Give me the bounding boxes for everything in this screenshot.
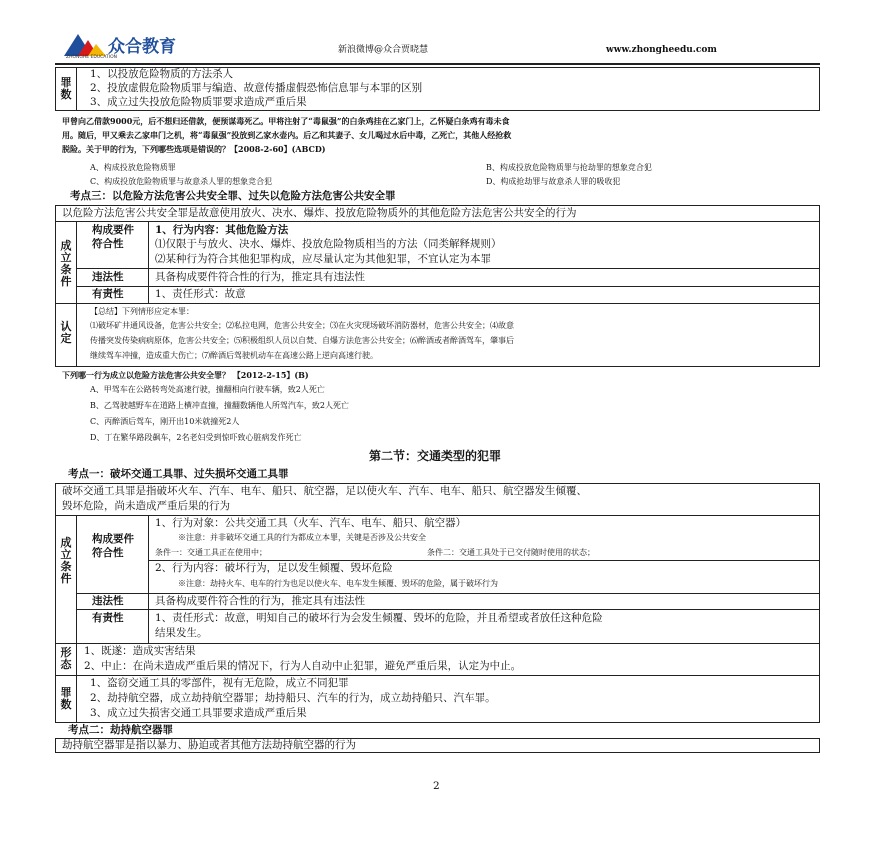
point3-confirm-line-1: 【总结】下列情形应定本罪： [90, 307, 194, 316]
point3-illegal-label: 违法性 [92, 271, 124, 283]
point1-resp-line-1: 1、责任形式：故意，明知自己的破坏行为会发生倾覆、毁坏的危险，并且希望或者放任这种危险 [155, 612, 603, 624]
point1-element-line-6: ※注意：劫持火车、电车的行为也足以使火车、电车发生倾覆、毁坏的危险，属于破坏行为 [178, 579, 498, 588]
question1-line-1: 甲曾向乙借款9000元，后不想归还借款，便预谋毒死乙。甲将注射了“毒鼠强”的白条鸡挂在乙家门上，乙怀疑白条鸡有毒未食 [62, 116, 510, 126]
point1-crimes-line-2: 2、劫持航空器，成立劫持航空器罪；劫持船只、汽车的行为，成立劫持船只、汽车罪。 [90, 692, 496, 704]
point3-resp-label: 有责性 [92, 288, 124, 300]
point1-element-line-3: 条件一：交通工具正在使用中； [155, 548, 267, 557]
question2-option-c: C、丙醉酒后驾车，刚开出10米就撞死2人 [90, 417, 240, 426]
divider [55, 221, 820, 222]
point1-resp-line-2: 结果发生。 [155, 627, 208, 639]
point1-resp-label: 有责性 [92, 612, 124, 624]
divider [76, 221, 77, 367]
logo-triangle-icon [64, 34, 106, 56]
logo [64, 30, 214, 60]
point1-crimes-label: 罪数 [60, 686, 72, 711]
question1-option-c: C、构成投放危险物质罪与故意杀人罪的想象竞合犯 [90, 177, 273, 186]
question2-option-b: B、乙驾驶越野车在道路上横冲直撞，撞翻数辆他人所驾汽车，致2人死亡 [90, 401, 349, 410]
point1-title: 考点一：破坏交通工具罪、过失损坏交通工具罪 [68, 468, 289, 480]
point1-form-line-2: 2、中止：在尚未造成严重后果的情况下，行为人自动中止犯罪，避免严重后果，认定为中止。 [84, 660, 522, 672]
point3-definition: 以危险方法危害公共安全罪是故意使用放火、决水、爆炸、投放危险物质外的其他危险方法危害公共安全的行为 [62, 207, 577, 219]
point1-element-line-4: 条件二：交通工具处于已交付随时使用的状态； [427, 548, 595, 557]
divider [55, 303, 820, 304]
divider [148, 560, 820, 561]
point1-form-line-1: 1、既遂：造成实害结果 [84, 645, 196, 657]
point3-element-line-1: 1、行为内容：其他危险方法 [155, 224, 289, 236]
top-crimes-line-3: 3、成立过失投放危险物质罪要求造成严重后果 [90, 96, 307, 108]
point3-element-line-3: ⑵某种行为符合其他犯罪构成，应尽量认定为其他犯罪，不宜认定为本罪 [155, 253, 491, 265]
point1-illegal-text: 具备构成要件符合性的行为，推定具有违法性 [155, 595, 365, 607]
point1-condition-label: 成立条件 [60, 536, 72, 585]
divider [76, 67, 77, 111]
question1-line-2: 用。随后，甲又乘去乙家串门之机，将“毒鼠强”投放到乙家水壶内。后乙和其妻子、女儿喝过水后中毒，乙死亡，其他人经抢救 [62, 130, 512, 140]
section2-title: 第二节：交通类型的犯罪 [368, 449, 501, 463]
page-number: 2 [433, 780, 440, 792]
divider [76, 593, 820, 594]
point1-illegal-label: 违法性 [92, 595, 124, 607]
point3-confirm-line-4: 继续驾车冲撞，造成重大伤亡；⑺醉酒后驾驶机动车在高速公路上逆向高速行驶。 [90, 351, 378, 360]
divider [55, 515, 820, 516]
point1-form-label: 形态 [60, 646, 72, 671]
divider [148, 515, 149, 643]
point2-title: 考点二：劫持航空器罪 [68, 724, 173, 736]
question1-option-b: B、构成投放危险物质罪与抢劫罪的想象竞合犯 [486, 163, 652, 172]
point1-element-line-2: ※注意：并非破坏交通工具的行为都成立本罪，关键是否涉及公共安全 [178, 533, 426, 542]
point3-confirm-line-3: 传播突发传染病病原体，危害公共安全；⑸积极组织人员以自焚、自爆方法危害公共安全；⑹醉酒或者醉酒驾车，肇事后 [90, 336, 514, 345]
divider [76, 609, 820, 610]
point3-condition-label: 成立条件 [60, 239, 72, 288]
point3-confirm-line-2: ⑴破坏矿井通风设备，危害公共安全；⑵私拉电网，危害公共安全；⑶在火灾现场破坏消防器材，危害公共安全；⑷故意 [90, 321, 514, 330]
question2-stem: 下列哪一行为成立以危险方法危害公共安全罪？ 【2012-2-15】(B) [62, 370, 309, 380]
point1-crimes-line-3: 3、成立过失损害交通工具罪要求造成严重后果 [90, 707, 307, 719]
point3-confirm-label: 认定 [60, 320, 72, 345]
point3-resp-text: 1、责任形式：故意 [155, 288, 246, 300]
divider [76, 268, 820, 269]
header-weibo: 新浪微博@众合贾晓慧 [338, 45, 429, 55]
point1-element-label: 构成要件符合性 [92, 533, 134, 559]
top-crimes-label: 罪数 [60, 76, 72, 101]
point3-title: 考点三：以危险方法危害公共安全罪、过失以危险方法危害公共安全罪 [70, 190, 396, 202]
question2-option-a: A、甲驾车在公路转弯处高速行驶，撞翻相向行驶车辆，致2人死亡 [90, 385, 325, 394]
point3-illegal-text: 具备构成要件符合性的行为，推定具有违法性 [155, 271, 365, 283]
divider [148, 221, 149, 303]
header-website: www.zhongheedu.com [606, 45, 717, 55]
point3-element-label: 构成要件符合性 [92, 224, 134, 250]
question1-option-d: D、构成抢劫罪与故意杀人罪的吸收犯 [486, 177, 621, 186]
divider [55, 675, 820, 676]
logo-subtext: ZHONGHE EDUCATION [66, 55, 117, 60]
top-crimes-line-2: 2、投放虚假危险物质罪与编造、故意传播虚假恐怖信息罪与本罪的区别 [90, 82, 423, 94]
point3-element-line-2: ⑴仅限于与放火、决水、爆炸、投放危险物质相当的方法（同类解释规则） [155, 238, 502, 250]
divider [55, 643, 820, 644]
point2-definition: 劫持航空器罪是指以暴力、胁迫或者其他方法劫持航空器的行为 [62, 739, 356, 751]
question1-option-a: A、构成投放危险物质罪 [90, 163, 176, 172]
point1-definition-line-1: 破坏交通工具罪是指破坏火车、汽车、电车、船只、航空器，足以使火车、汽车、电车、船只、航空器发生倾覆、 [62, 485, 587, 497]
point1-element-line-1: 1、行为对象：公共交通工具（火车、汽车、电车、船只、航空器） [155, 517, 467, 529]
header-rule [55, 63, 820, 65]
divider [76, 286, 820, 287]
logo-text: 众合教育 [108, 37, 176, 57]
point1-crimes-line-1: 1、盗窃交通工具的零部件，视有无危险，成立不同犯罪 [90, 677, 349, 689]
divider [76, 515, 77, 723]
top-crimes-line-1: 1、以投放危险物质的方法杀人 [90, 68, 234, 80]
question1-line-3: 脱险。关于甲的行为，下列哪些选项是错误的？【2008-2-60】(ABCD) [62, 144, 326, 154]
point1-element-line-5: 2、行为内容：破坏行为，足以发生倾覆、毁坏危险 [155, 562, 393, 574]
point1-definition-line-2: 毁坏危险，尚未造成严重后果的行为 [62, 500, 230, 512]
question2-option-d: D、丁在繁华路段飙车，2名老妇受到惊吓致心脏病发作死亡 [90, 433, 302, 442]
